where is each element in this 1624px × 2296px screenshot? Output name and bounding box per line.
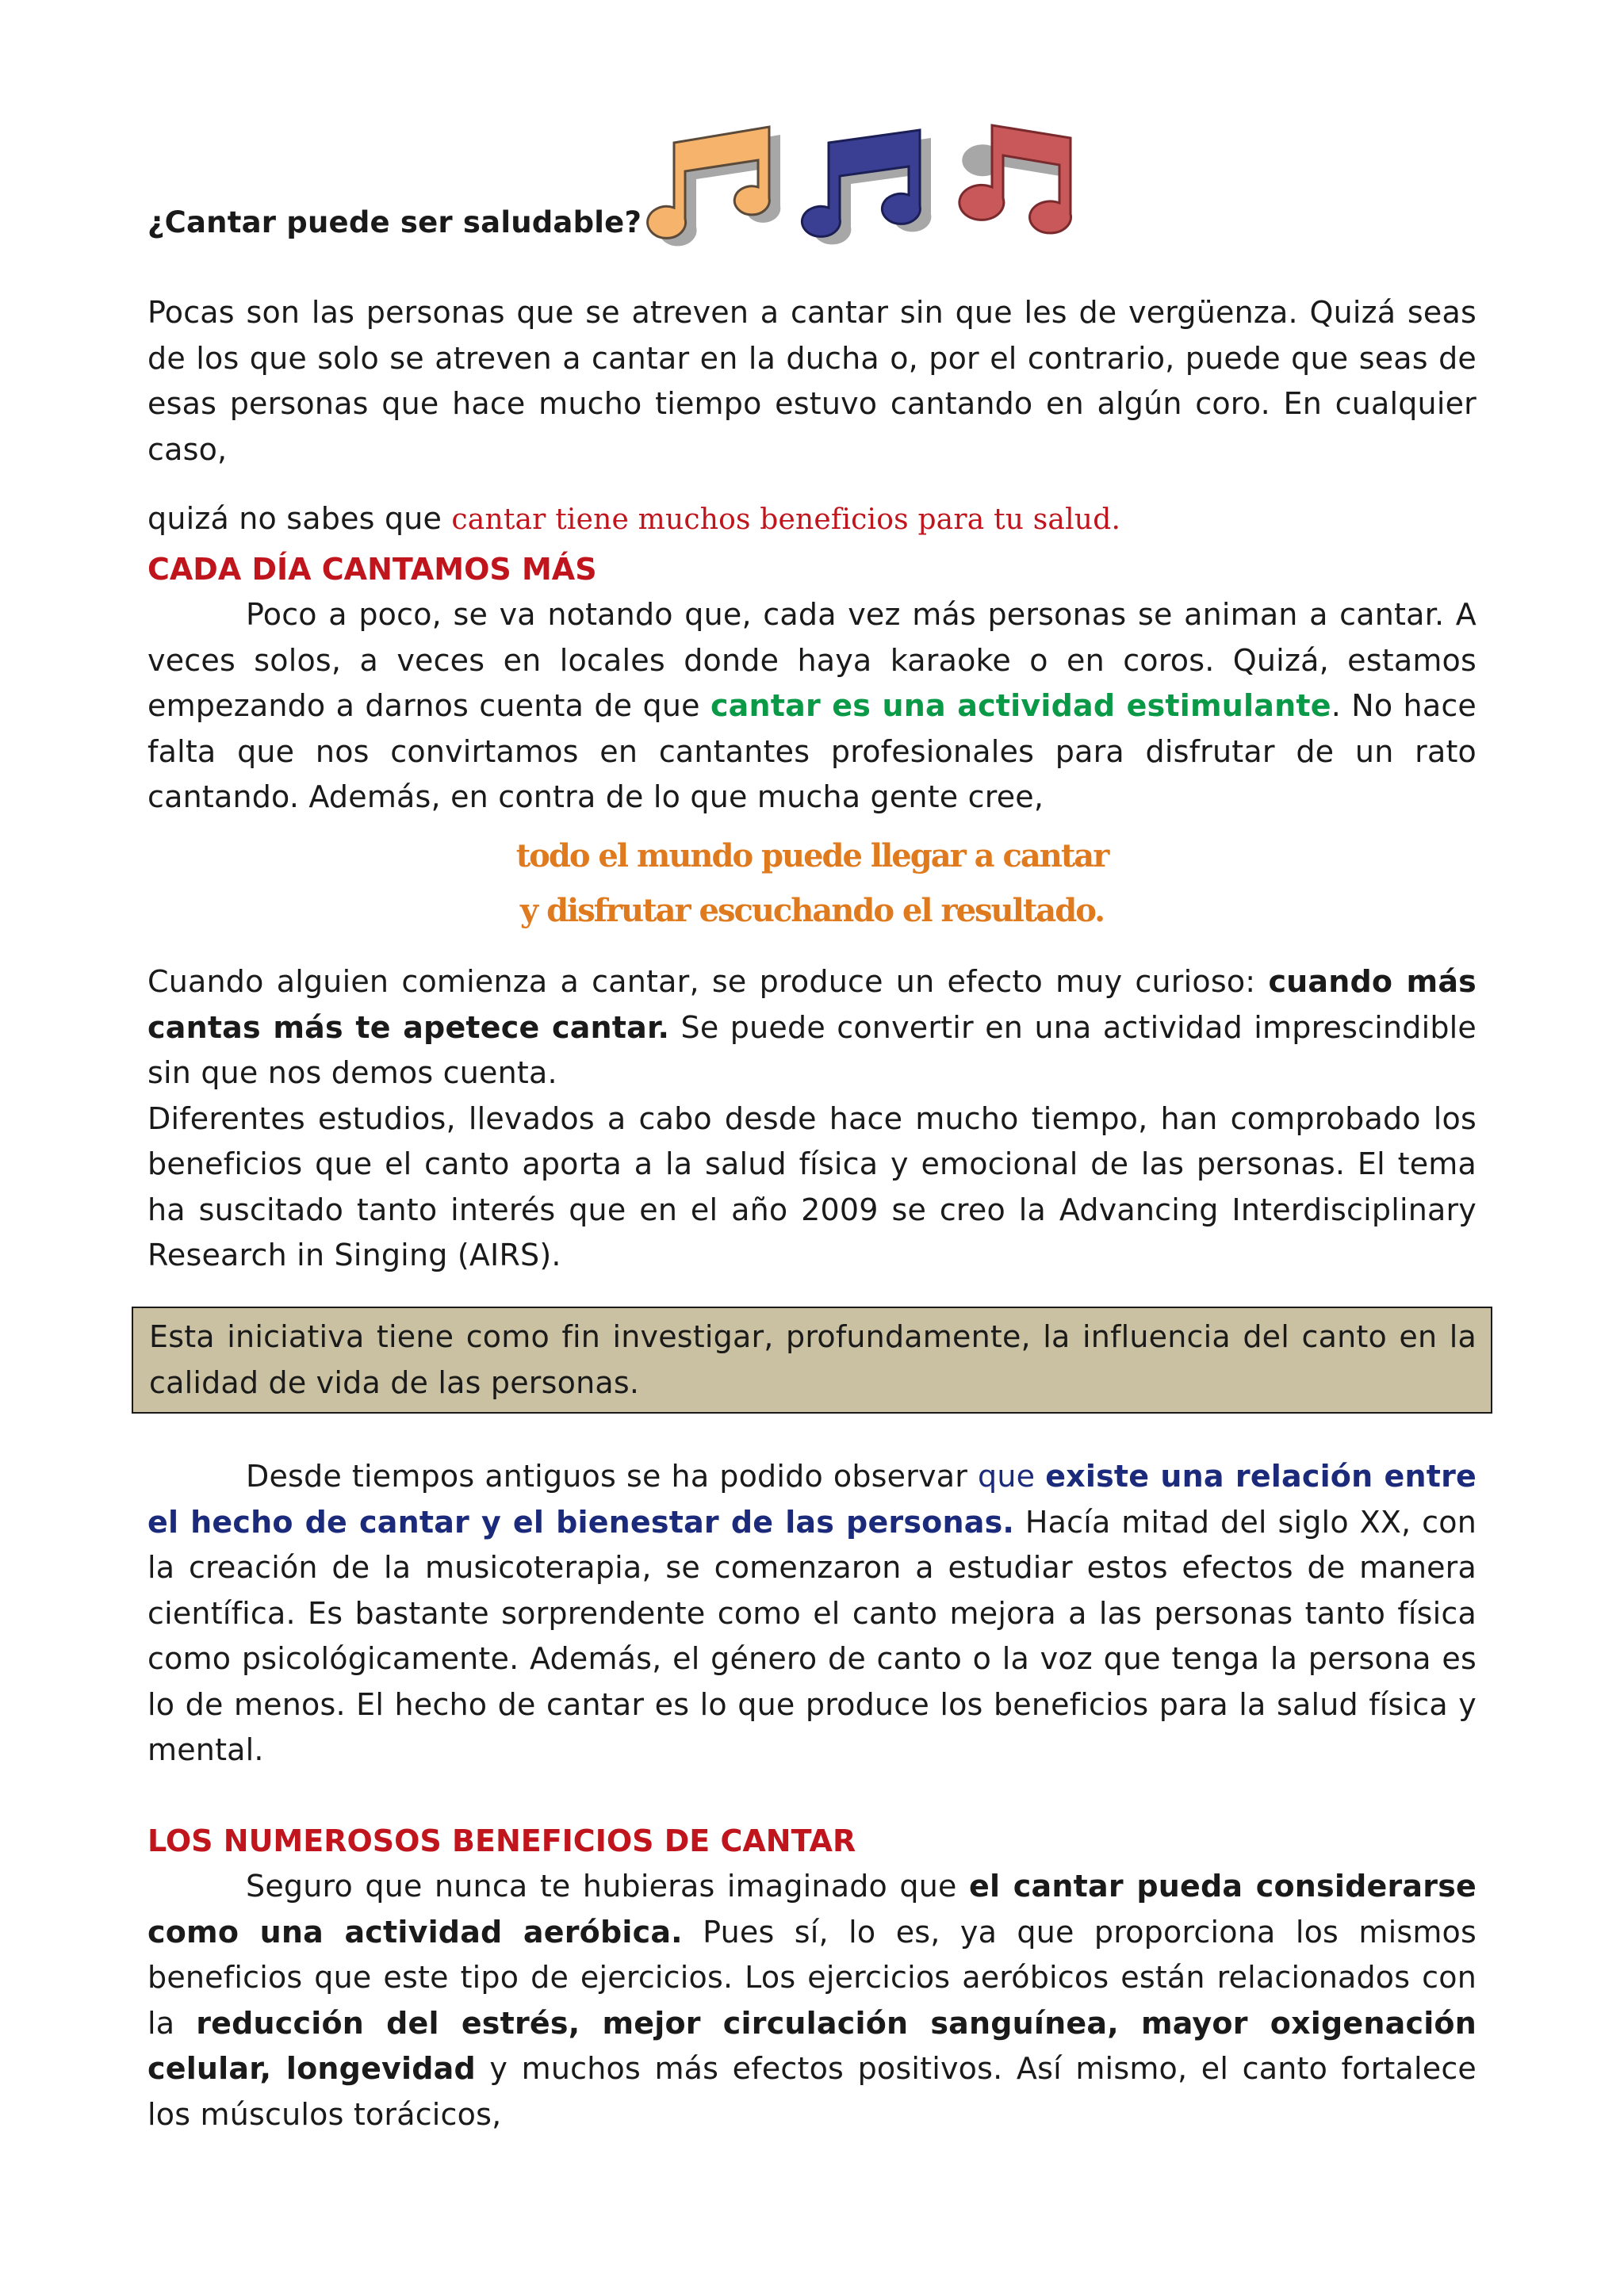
page-title: ¿Cantar puede ser saludable? <box>147 205 642 239</box>
section1-paragraph2 <box>147 959 1477 1096</box>
section1-p4-navy-bold: existe una relación entre el hecho de cantar y el bienestar de las personas. <box>147 1459 1477 1540</box>
section2-p1-text-a: Seguro que nunca te hubieras imaginado que <box>246 1869 970 1904</box>
note-orange <box>648 127 770 238</box>
quote-line-1: todo el mundo puede llegar a cantar <box>515 837 1109 874</box>
section1-p4-navy: que <box>978 1459 1046 1494</box>
section1-highlight-green: cantar es una actividad estimulante <box>710 688 1331 723</box>
section1-heading: CADA DÍA CANTAMOS MÁS <box>147 552 597 587</box>
section1-p4-text-b: Hacía mitad del siglo XX, con la creación de la musicoterapia, se comenzaron a estudiar estos efectos de manera científica. Es bastante sorprendente como el canto mejora a las personas tanto física como psicológicamente. Además, el género de canto o la voz que tenga la persona es lo de menos. El hecho de cantar es lo que produce los beneficios para la salud física y mental. <box>147 1504 1477 1767</box>
highlight-box <box>132 1307 1492 1414</box>
section1-p2-bold: cuando más cantas más te apetece cantar. <box>147 964 1477 1045</box>
section1-p2-text-a: Cuando alguien comienza a cantar, se produce un efecto muy curioso: <box>147 964 1269 999</box>
quote-line-2: y disfrutar escuchando el resultado. <box>519 892 1105 929</box>
music-notes-icon <box>642 119 1094 258</box>
section1-paragraph4 <box>147 1454 1477 1774</box>
section1-p1-text-b: . No hace falta que nos convirtamos en cantantes profesionales para disfrutar de un rato cantando. Además, en contra de lo que mucha gente cree, <box>147 688 1477 814</box>
section1-continued <box>147 959 1477 1279</box>
section2-heading: LOS NUMEROSOS BENEFICIOS DE CANTAR <box>147 1823 856 1858</box>
section1-paragraph3: Diferentes estudios, llevados a cabo desde hace mucho tiempo, han comprobado los beneficios que el canto aporta a la salud física y emocional de las personas. El tema ha suscitado tanto interés que en el año 2009 se creo la Advancing Interdisciplinary Research in Singing (AIRS). <box>147 1100 1477 1272</box>
intro-highlight: cantar tiene muchos beneficios para tu salud. <box>451 503 1121 536</box>
section1-paragraph4-block <box>147 1454 1477 1774</box>
section1-paragraph1 <box>147 592 1477 821</box>
intro-last-line <box>147 496 1477 543</box>
section-beneficios <box>147 1819 1477 2137</box>
note-red <box>959 125 1071 233</box>
highlight-box-text: Esta iniciativa tiene como fin investigar, profundamente, la influencia del canto en la calidad de vida de las personas. <box>149 1319 1477 1400</box>
section2-paragraph1 <box>147 1864 1477 2137</box>
section1-p4-text-a: Desde tiempos antiguos se ha podido observar <box>246 1459 979 1494</box>
section1-p1-text-a: Poco a poco, se va notando que, cada vez más personas se animan a cantar. A veces solos, a veces en locales donde haya karaoke o en coros. Quizá, estamos empezando a darnos cuenta de que <box>147 597 1477 723</box>
section2-p1-text-b: Pues sí, lo es, ya que proporciona los mismos beneficios que este tipo de ejercicios. Los ejercicios aeróbicos están relacionados con la <box>147 1914 1477 2041</box>
intro-paragraph: Pocas son las personas que se atreven a cantar sin que les de vergüenza. Quizá seas de los que solo se atreven a cantar en la ducha o, por el contrario, puede que seas de esas personas que hace mucho tiempo estuvo cantando en algún coro. En cualquier caso, <box>147 295 1477 467</box>
section-cada-dia <box>147 547 1477 821</box>
section2-p1-text-c: y muchos más efectos positivos. Así mismo, el canto fortalece los músculos torácicos, <box>147 2051 1477 2132</box>
note-navy <box>802 130 920 236</box>
section1-p2-text-b: Se puede convertir en una actividad imprescindible sin que nos demos cuenta. <box>147 1009 1477 1090</box>
section2-p1-bold2: reducción del estrés, mejor circulación sanguínea, mayor oxigenación celular, longevidad <box>147 2005 1477 2086</box>
quote-block <box>147 837 1477 929</box>
section2-p1-bold: el cantar pueda considerarse como una actividad aeróbica. <box>147 1869 1477 1950</box>
intro-section <box>147 290 1477 543</box>
intro-last-text: quizá no sabes que <box>147 501 452 536</box>
